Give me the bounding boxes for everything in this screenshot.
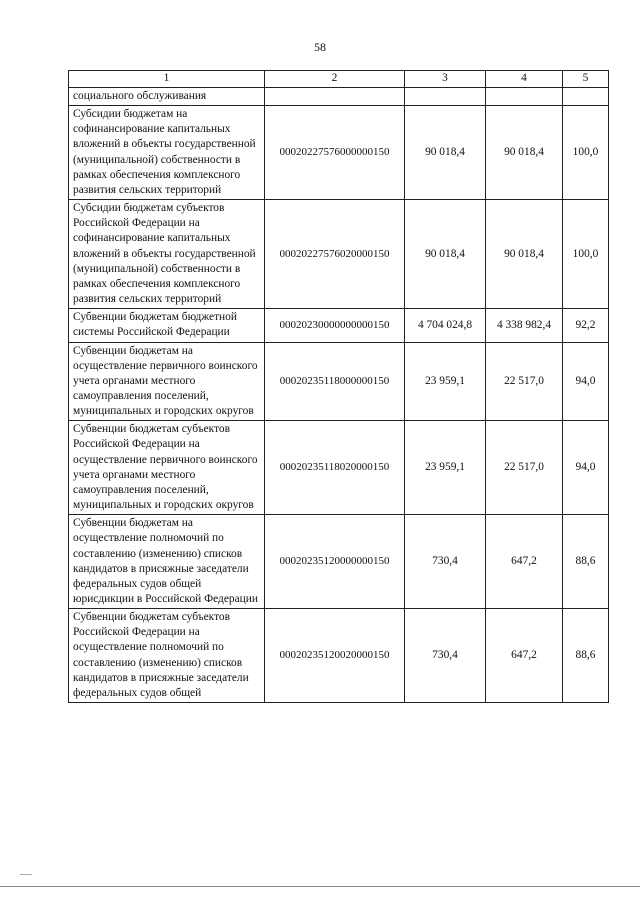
row-percent: 88,6 <box>563 515 609 609</box>
row-code <box>265 88 405 106</box>
row-actual: 22 517,0 <box>486 421 563 515</box>
column-header: 5 <box>563 71 609 88</box>
column-header: 4 <box>486 71 563 88</box>
row-planned: 90 018,4 <box>405 200 486 309</box>
row-name: Субвенции бюджетам субъектов Российской Федерации на осуществление полномочий по составлению (изменению) списков кандидатов в присяжные заседатели федеральных судов общей <box>69 609 265 703</box>
row-percent: 92,2 <box>563 309 609 342</box>
column-header: 1 <box>69 71 265 88</box>
row-name: Субвенции бюджетам субъектов Российской Федерации на осуществление первичного воинского учета органами местного самоуправления поселений, муниципальных и городских округов <box>69 421 265 515</box>
table-row <box>69 421 609 515</box>
table-row <box>69 309 609 342</box>
table-row <box>69 342 609 421</box>
row-name: социального обслуживания <box>69 88 265 106</box>
row-code: 00020235118020000150 <box>265 421 405 515</box>
table-header-row <box>69 71 609 88</box>
row-code: 00020230000000000150 <box>265 309 405 342</box>
row-code: 00020227576000000150 <box>265 106 405 200</box>
row-percent: 94,0 <box>563 421 609 515</box>
budget-table <box>68 70 609 703</box>
row-actual: 647,2 <box>486 609 563 703</box>
row-actual: 4 338 982,4 <box>486 309 563 342</box>
row-name: Субсидии бюджетам субъектов Российской Федерации на софинансирование капитальных вложений в объекты государственной (муниципальной) собственности в рамках обеспечения комплексного развития сельских территорий <box>69 200 265 309</box>
row-percent: 94,0 <box>563 342 609 421</box>
scan-mark <box>20 874 32 875</box>
row-code: 00020235118000000150 <box>265 342 405 421</box>
row-name: Субсидии бюджетам на софинансирование капитальных вложений в объекты государственной (муниципальной) собственности в рамках обеспечения комплексного развития сельских территорий <box>69 106 265 200</box>
table-row <box>69 609 609 703</box>
table-row <box>69 515 609 609</box>
page-number: 58 <box>314 40 326 54</box>
row-planned: 730,4 <box>405 515 486 609</box>
row-actual: 647,2 <box>486 515 563 609</box>
row-code: 00020235120000000150 <box>265 515 405 609</box>
row-name: Субвенции бюджетам на осуществление первичного воинского учета органами местного самоуправления поселений, муниципальных и городских округов <box>69 342 265 421</box>
row-actual <box>486 88 563 106</box>
row-actual: 90 018,4 <box>486 200 563 309</box>
row-code: 00020235120020000150 <box>265 609 405 703</box>
row-planned: 90 018,4 <box>405 106 486 200</box>
row-planned <box>405 88 486 106</box>
row-percent: 88,6 <box>563 609 609 703</box>
row-name: Субвенции бюджетам бюджетной системы Российской Федерации <box>69 309 265 342</box>
row-planned: 23 959,1 <box>405 342 486 421</box>
row-percent <box>563 88 609 106</box>
table-row <box>69 106 609 200</box>
column-header: 3 <box>405 71 486 88</box>
row-percent: 100,0 <box>563 200 609 309</box>
row-name: Субвенции бюджетам на осуществление полномочий по составлению (изменению) списков кандидатов в присяжные заседатели федеральных судов общей юрисдикции в Российской Федерации <box>69 515 265 609</box>
row-code: 00020227576020000150 <box>265 200 405 309</box>
table-row-continuation <box>69 88 609 106</box>
row-planned: 4 704 024,8 <box>405 309 486 342</box>
row-actual: 90 018,4 <box>486 106 563 200</box>
row-planned: 23 959,1 <box>405 421 486 515</box>
column-header: 2 <box>265 71 405 88</box>
row-percent: 100,0 <box>563 106 609 200</box>
row-planned: 730,4 <box>405 609 486 703</box>
table-row <box>69 200 609 309</box>
page-bottom-rule <box>0 886 640 887</box>
row-actual: 22 517,0 <box>486 342 563 421</box>
